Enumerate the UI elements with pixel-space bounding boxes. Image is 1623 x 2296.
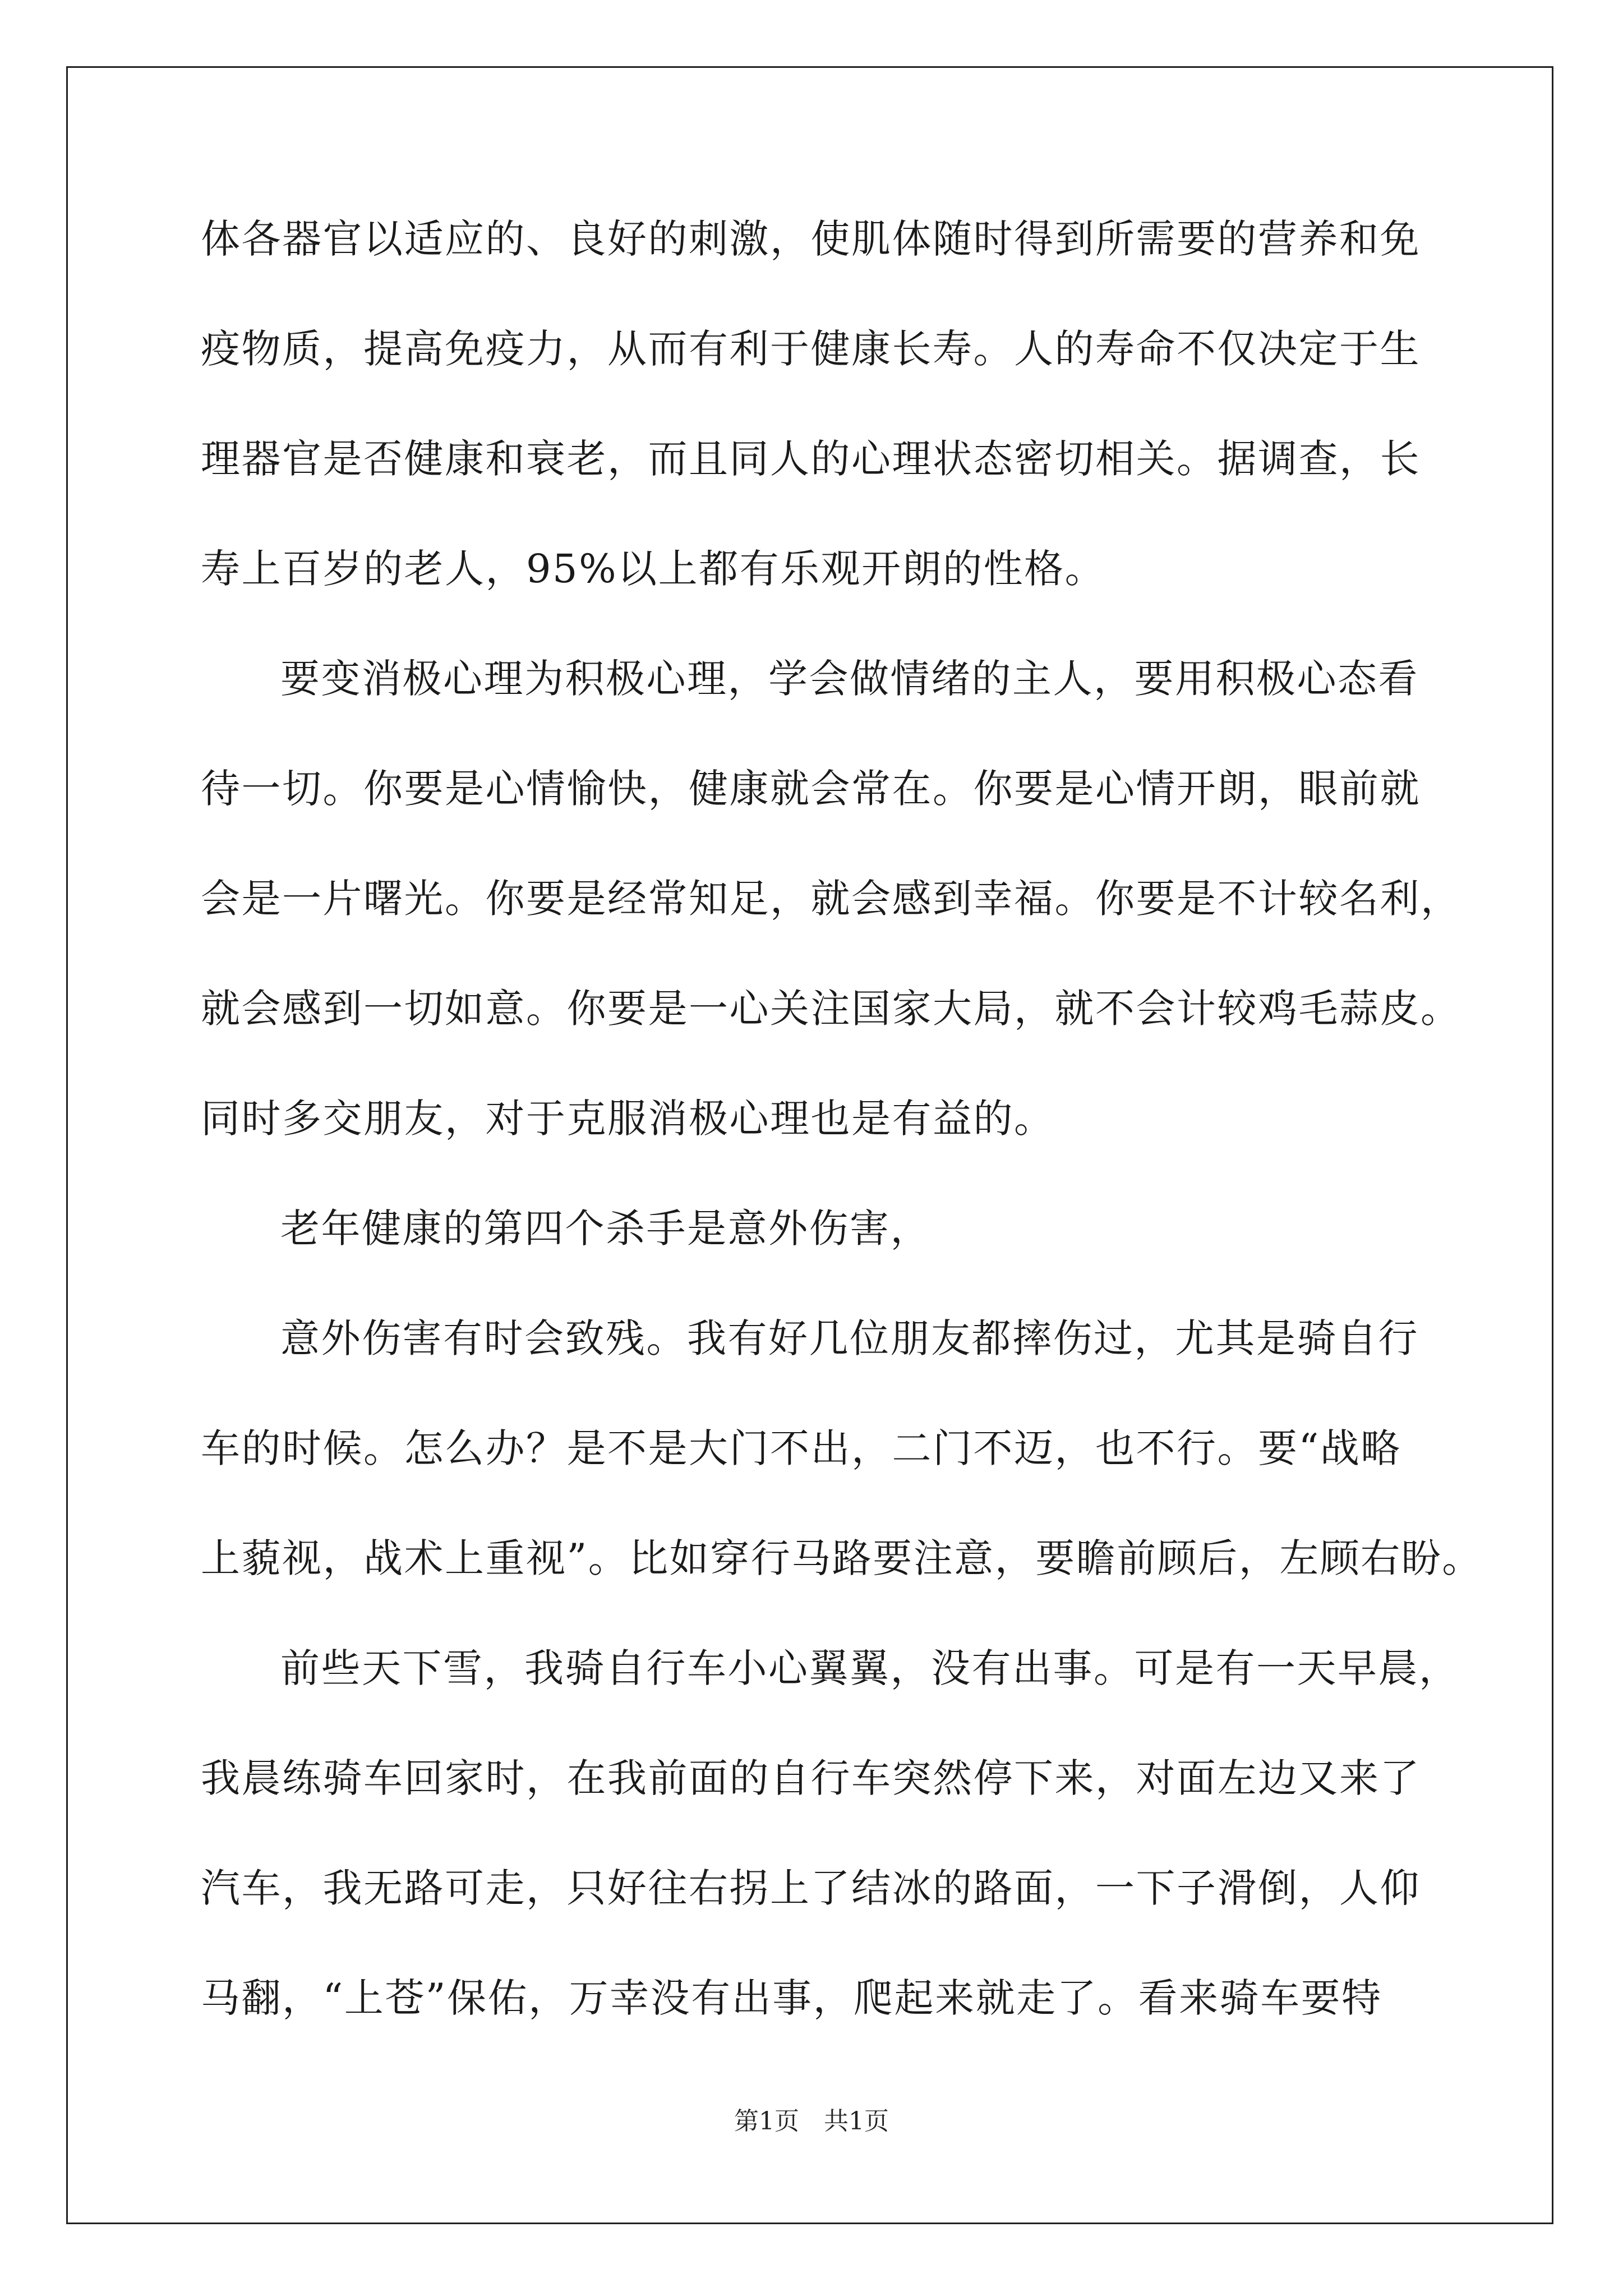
page-number-footer: 第1页 共1页 (734, 2107, 889, 2136)
text-line-15: 我晨练骑车回家时，在我前面的自行车突然停下来，对面左边又来了 (201, 1755, 1421, 1801)
text-line-16: 汽车，我无路可走，只好往右拐上了结冰的路面，一下子滑倒，人仰 (201, 1865, 1421, 1911)
text-line-13: 上藐视，战术上重视”。比如穿行马路要注意，要瞻前顾后，左顾右盼。 (201, 1535, 1483, 1581)
text-line-14: 前些天下雪，我骑自行车小心翼翼，没有出事。可是有一天早晨， (280, 1645, 1460, 1691)
text-line-2: 疫物质，提高免疫力，从而有利于健康长寿。人的寿命不仅决定于生 (201, 326, 1421, 372)
text-line-3: 理器官是否健康和衰老，而且同人的心理状态密切相关。据调查，长 (201, 436, 1421, 482)
text-line-1: 体各器官以适应的、良好的刺激，使肌体随时得到所需要的营养和免 (201, 216, 1421, 262)
text-line-7: 会是一片曙光。你要是经常知足，就会感到幸福。你要是不计较名利， (201, 876, 1461, 922)
text-line-4: 寿上百岁的老人，95%以上都有乐观开朗的性格。 (201, 546, 1106, 592)
document-body (201, 211, 1483, 2080)
text-line-11: 意外伤害有时会致残。我有好几位朋友都摔伤过，尤其是骑自行 (280, 1315, 1419, 1361)
text-line-17: 马翻，“上苍”保佑，万幸没有出事，爬起来就走了。看来骑车要特 (201, 1975, 1382, 2021)
text-line-10: 老年健康的第四个杀手是意外伤害， (280, 1205, 931, 1251)
text-line-12: 车的时候。怎么办？是不是大门不出，二门不迈，也不行。要“战略 (201, 1425, 1401, 1471)
text-line-6: 待一切。你要是心情愉快，健康就会常在。你要是心情开朗，眼前就 (201, 766, 1421, 812)
text-line-5: 要变消极心理为积极心理，学会做情绪的主人，要用积极心态看 (280, 656, 1419, 702)
text-line-9: 同时多交朋友，对于克服消极心理也是有益的。 (201, 1096, 1055, 1142)
text-line-8: 就会感到一切如意。你要是一心关注国家大局，就不会计较鸡毛蒜皮。 (201, 986, 1461, 1032)
